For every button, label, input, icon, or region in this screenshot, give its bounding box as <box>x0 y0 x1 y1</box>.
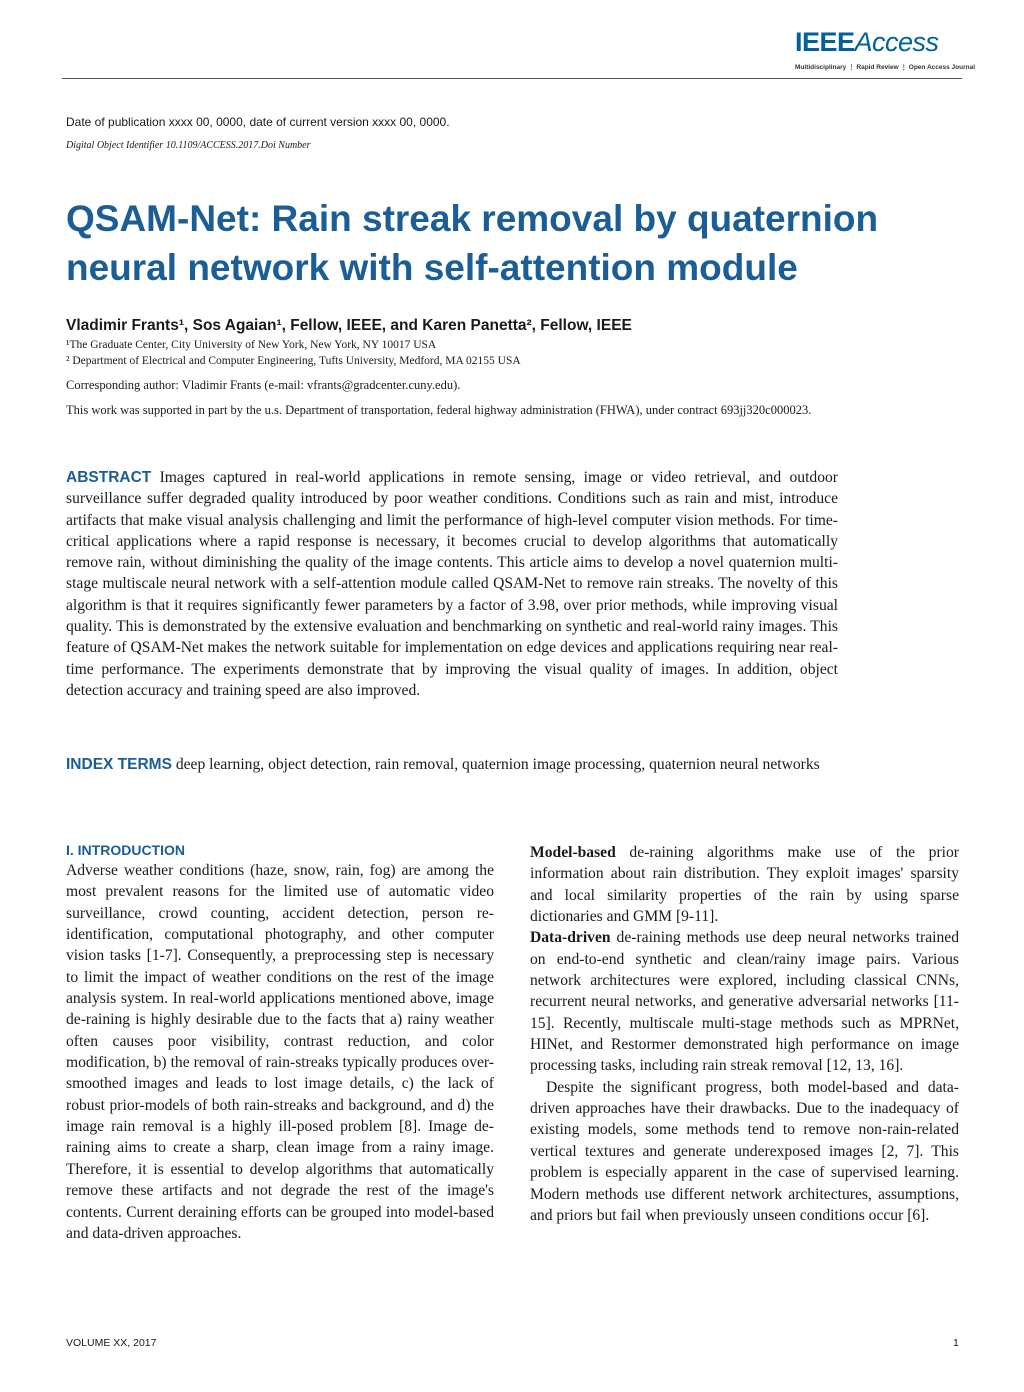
affiliation-1: ¹The Graduate Center, City University of New York, New York, NY 10017 USA <box>66 339 437 351</box>
publication-date: Date of publication xxxx 00, 0000, date of current version xxxx 00, 0000. <box>66 115 450 129</box>
logo-ieee-text: IEEE <box>795 27 855 57</box>
index-terms-text: deep learning, object detection, rain removal, quaternion image processing, quaternion neural networks <box>175 756 820 773</box>
despite-paragraph: Despite the significant progress, both model-based and data-driven approaches have their drawbacks. Due to the inadequacy of existing models, some methods tend to remove non-rain-related vertical textures and generate underexposed images [2, 7]. This problem is especially apparent in the case of supervised learning. Modern methods use different network architectures, assumptions, and priors but fail when previously unseen conditions occur [6]. <box>530 1078 959 1224</box>
logo-tagline: Multidisciplinary ⋮ Rapid Review ⋮ Open Access Journal <box>795 64 976 71</box>
model-based-label: Model-based <box>530 844 616 861</box>
header-divider <box>62 78 962 79</box>
intro-paragraph-1: Adverse weather conditions (haze, snow, rain, fog) are among the most prevalent reasons for the limited use of automatic video surveillance, crowd counting, accident detection, person re-identification, computational photography, and other computer vision tasks [1-7]. Consequently, a preprocessing step is necessary to limit the impact of weather conditions on the rest of the image analysis system. In real-world applications mentioned above, image de-raining is highly desirable due to the facts that a) rainy weather often causes poor visibility, contrast reduction, and color modification, b) the removal of rain-streaks typically produces over-smoothed images and leads to lost image details, c) the lack of robust prior-models of both rain-streaks and background, and d) the image rain removal is a highly ill-posed problem [8]. Image de-raining aims to create a sharp, clean image from a rainy image. Therefore, it is essential to develop algorithms that automatically remove these artifacts and not degrade the rest of the image's contents. Current deraining efforts can be grouped into model-based and data-driven approaches. <box>66 862 494 1242</box>
doi-line: Digital Object Identifier 10.1109/ACCESS.2017.Doi Number <box>66 140 311 151</box>
abstract-heading: ABSTRACT <box>66 469 152 486</box>
affiliation-2: ² Department of Electrical and Computer Engineering, Tufts University, Medford, MA 02155 USA <box>66 355 521 367</box>
model-based-text: de-raining algorithms make use of the prior information about rain distribution. They exploit images' sparsity and local similarity properties of the rain by using sparse dictionaries and GMM [9-11]. <box>530 844 959 926</box>
abstract-section <box>66 467 838 701</box>
index-terms-heading: INDEX TERMS <box>66 756 172 773</box>
abstract-text: Images captured in real-world applications in remote sensing, image or video retrieval, and outdoor surveillance suffer degraded quality introduced by poor weather conditions. Conditions such as rain and mist, introduce artifacts that make visual analysis challenging and limit the performance of high-level computer vision methods. For time-critical applications where a rapid response is necessary, it becomes crucial to develop algorithms that automatically remove rain, without diminishing the quality of the image contents. This article aims to develop a novel quaternion multi-stage multiscale neural network with a self-attention module called QSAM-Net to remove rain streaks. The novelty of this algorithm is that it requires significantly fewer parameters by a factor of 3.98, over prior methods, while improving visual quality. This is demonstrated by the extensive evaluation and benchmarking on synthetic and real-world rainy images. This feature of QSAM-Net makes the network suitable for implementation on edge devices and applications requiring near real-time performance. The experiments demonstrate that by improving the visual quality of images. In addition, object detection accuracy and training speed are also improved. <box>66 469 838 699</box>
data-driven-label: Data-driven <box>530 929 611 947</box>
data-driven-paragraph <box>530 927 959 1076</box>
index-terms-section <box>66 754 826 775</box>
ieee-access-logo <box>795 27 976 80</box>
paper-title: QSAM-Net: Rain streak removal by quaternion neural network with self-attention module <box>66 198 879 288</box>
author-list: Vladimir Frants¹, Sos Agaian¹, Fellow, IEEE, and Karen Panetta², Fellow, IEEE <box>66 317 632 334</box>
data-driven-text: de-raining methods use deep neural networks trained on end-to-end synthetic and clean/rainy image pairs. Various network architectures were explored, including classical CNNs, recurrent neural networks, and generative adversarial networks [11-15]. Recently, multiscale multi-stage methods such as MPRNet, HINet, and Restormer demonstrated high performance on image processing tasks, including rain streak removal [12, 13, 16]. <box>530 929 959 1075</box>
model-based-paragraph <box>530 842 959 927</box>
left-column <box>66 860 494 1244</box>
section-heading-introduction: I. INTRODUCTION <box>66 842 185 858</box>
funding-note: This work was supported in part by the u.s. Department of transportation, federal highway administration (FHWA), under contract 693jj320c000023. <box>66 403 812 417</box>
footer-page-number: 1 <box>953 1337 959 1349</box>
logo-access-text: Access <box>854 27 939 57</box>
corresponding-author: Corresponding author: Vladimir Frants (e-mail: vfrants@gradcenter.cuny.edu). <box>66 378 461 392</box>
right-column <box>530 842 959 1226</box>
footer-volume: VOLUME XX, 2017 <box>66 1337 157 1349</box>
